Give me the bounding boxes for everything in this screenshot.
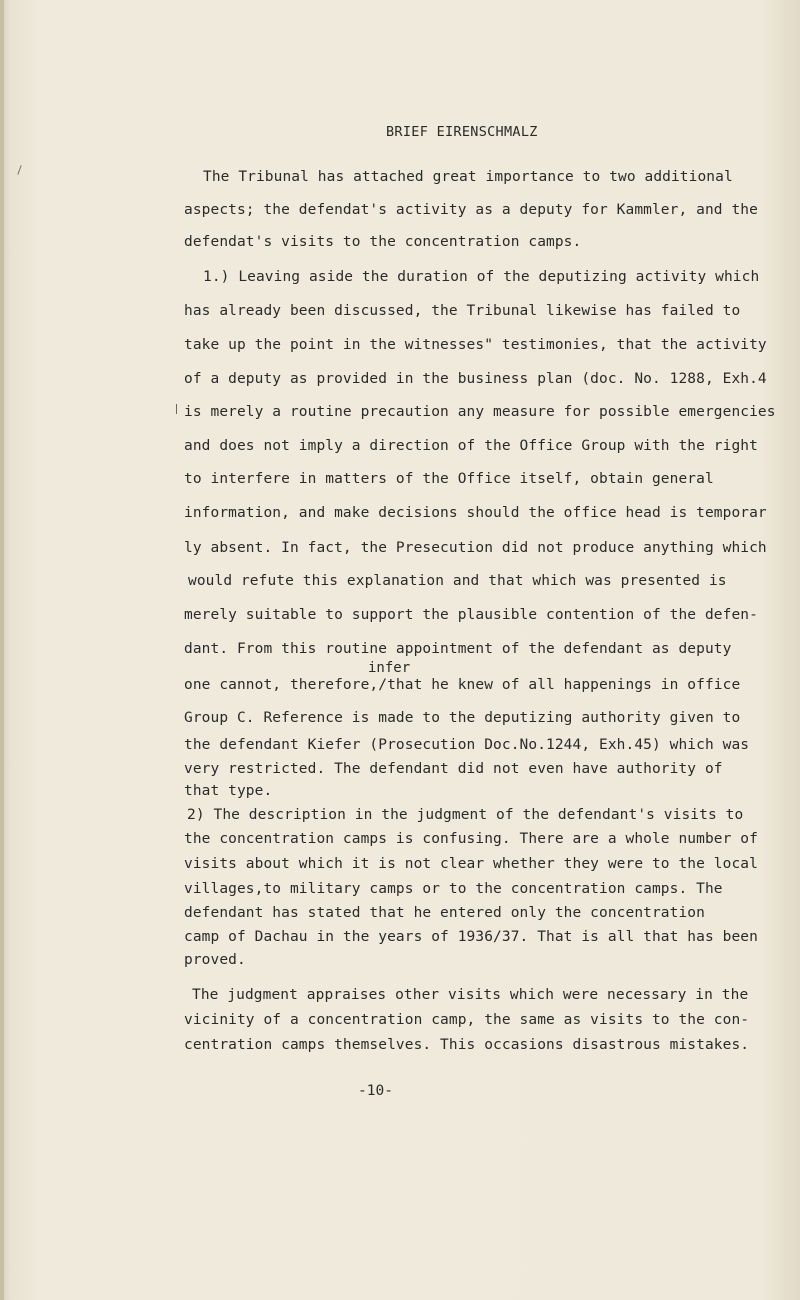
document-title: BRIEF EIRENSCHMALZ xyxy=(386,124,538,140)
text-line: vicinity of a concentration camp, the same as visits to the con- xyxy=(184,1012,750,1028)
page-number: -10- xyxy=(358,1082,393,1099)
text-line: to interfere in matters of the Office itself, obtain general xyxy=(184,471,714,487)
text-line: the concentration camps is confusing. There are a whole number of xyxy=(184,831,758,847)
text-line: The Tribunal has attached great importance to two additional xyxy=(203,169,733,185)
text-line: and does not imply a direction of the Office Group with the right xyxy=(184,438,758,454)
text-line: would refute this explanation and that which was presented is xyxy=(188,573,727,589)
text-line: centration camps themselves. This occasions disastrous mistakes. xyxy=(184,1037,750,1053)
text-line: visits about which it is not clear whether they were to the local xyxy=(184,856,758,872)
text-line: 1.) Leaving aside the duration of the deputizing activity which xyxy=(203,269,760,285)
text-line: take up the point in the witnesses" testimonies, that the activity xyxy=(184,337,767,353)
text-line: one cannot, therefore,/that he knew of all happenings in office xyxy=(184,677,741,693)
text-line: of a deputy as provided in the business plan (doc. No. 1288, Exh.4 xyxy=(184,371,767,387)
text-line: that type. xyxy=(184,783,273,799)
text-line: dant. From this routine appointment of the defendant as deputy xyxy=(184,641,732,657)
page-edge xyxy=(0,0,4,1300)
handwritten-insertion: infer xyxy=(368,660,411,676)
text-line: merely suitable to support the plausible contention of the defen- xyxy=(184,607,758,623)
text-line: The judgment appraises other visits which were necessary in the xyxy=(192,987,749,1003)
text-line: is merely a routine precaution any measure for possible emergencies xyxy=(184,404,776,420)
text-line: aspects; the defendat's activity as a deputy for Kammler, and the xyxy=(184,202,758,218)
text-line: defendat's visits to the concentration camps. xyxy=(184,234,582,250)
text-line: proved. xyxy=(184,952,246,968)
text-line: very restricted. The defendant did not even have authority of xyxy=(184,761,723,777)
stray-mark xyxy=(17,165,21,175)
text-line: the defendant Kiefer (Prosecution Doc.No.1244, Exh.45) which was xyxy=(184,737,750,753)
text-line: ly absent. In fact, the Presecution did not produce anything which xyxy=(184,540,767,556)
text-line: has already been discussed, the Tribunal likewise has failed to xyxy=(184,303,741,319)
text-line: information, and make decisions should the office head is temporar xyxy=(184,505,767,521)
text-line: camp of Dachau in the years of 1936/37. That is all that has been xyxy=(184,929,758,945)
text-line: defendant has stated that he entered only the concentration xyxy=(184,905,705,921)
text-line: Group C. Reference is made to the deputizing authority given to xyxy=(184,710,741,726)
text-line: 2) The description in the judgment of the defendant's visits to xyxy=(187,807,744,823)
margin-mark xyxy=(176,404,177,414)
text-line: villages,to military camps or to the concentration camps. The xyxy=(184,881,723,897)
